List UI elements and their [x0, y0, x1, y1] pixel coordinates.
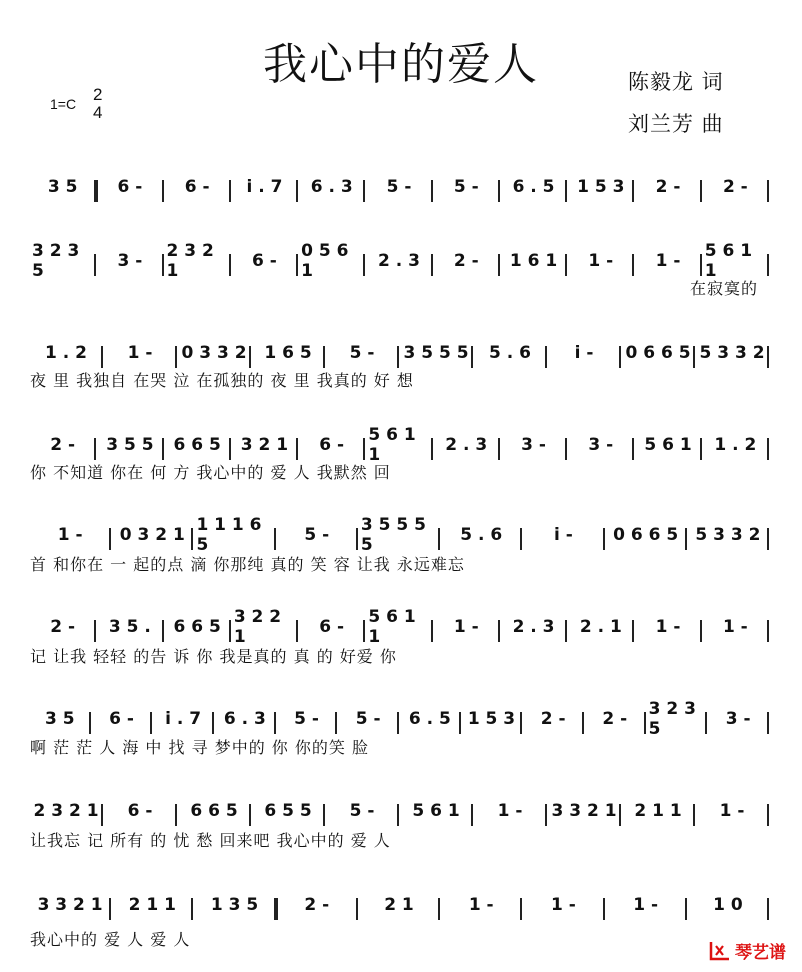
measure: 6 - — [117, 177, 143, 197]
measure: 6 - — [319, 435, 345, 455]
measure: 1 - — [57, 525, 83, 545]
measure: 3 2 3 5 — [648, 699, 696, 739]
measure: 3 - — [521, 435, 546, 455]
barline — [175, 804, 177, 826]
measure: 5 - — [453, 177, 479, 197]
lyricist-credit: 陈毅龙 词 — [628, 70, 724, 94]
barline — [162, 438, 164, 460]
barline — [274, 528, 276, 550]
time-numerator: 2 — [93, 85, 103, 104]
measure: 6 . 5 — [512, 177, 555, 197]
barline — [693, 804, 695, 826]
measure: 6 - — [109, 709, 134, 729]
measure: 2 . 1 — [579, 617, 622, 637]
barline — [191, 898, 193, 920]
barline — [94, 180, 98, 202]
measure: 5 - — [304, 525, 330, 545]
barline — [162, 254, 164, 276]
measure: 1 - — [551, 895, 576, 915]
barline — [520, 712, 522, 734]
measure: 2 - — [722, 177, 748, 197]
lyrics-line: 夜 里 我独自 在哭 泣 在孤独的 夜 里 我真的 好 想 — [30, 371, 414, 390]
barline — [431, 438, 433, 460]
barline — [545, 346, 547, 368]
barline — [296, 438, 298, 460]
lyrics-line: 记 让我 轻轻 的告 诉 你 我是真的 真 的 好爱 你 — [30, 647, 397, 666]
measure: 5 6 1 — [412, 801, 460, 821]
barline — [632, 438, 634, 460]
barline — [700, 180, 702, 202]
barline — [363, 438, 365, 460]
measure: 6 . 5 — [408, 709, 451, 729]
barline — [94, 438, 96, 460]
barline — [363, 180, 365, 202]
barline — [335, 712, 337, 734]
barline — [229, 254, 231, 276]
barline — [685, 528, 687, 550]
barline — [582, 712, 584, 734]
measure: 2 - — [50, 617, 76, 637]
measure: 0 3 2 1 — [119, 525, 185, 545]
barline — [363, 620, 365, 642]
barline — [101, 804, 103, 826]
measure: 2 - — [540, 709, 566, 729]
barline — [693, 346, 695, 368]
measure: 5 . 6 — [460, 525, 503, 545]
barline — [767, 346, 769, 368]
measure: i - — [554, 525, 573, 545]
lyrics-line: 啊 茫 茫 人 海 中 找 寻 梦中的 你 你的笑 脸 — [30, 738, 369, 757]
barline — [249, 346, 251, 368]
measure: 6 - — [252, 251, 277, 271]
barline — [471, 804, 473, 826]
barline — [520, 528, 522, 550]
barline — [767, 620, 769, 642]
measure: 5 - — [355, 709, 381, 729]
barline — [191, 528, 193, 550]
measure: 3 5 — [45, 709, 75, 729]
barline — [109, 528, 111, 550]
measure: 2 1 1 — [128, 895, 176, 915]
measure: 1 - — [655, 251, 681, 271]
score-row — [30, 890, 775, 930]
measure: 6 - — [127, 801, 153, 821]
measure: 5 3 3 2 — [699, 343, 765, 363]
measure: 5 6 1 — [644, 435, 692, 455]
barline — [685, 898, 687, 920]
barline — [363, 254, 365, 276]
measure: 3 5 . — [108, 617, 151, 637]
barline — [438, 528, 440, 550]
lyrics-line: 我心中的 爱 人 爱 人 — [30, 930, 191, 949]
measure: 3 3 2 1 — [551, 801, 617, 821]
measure: 1 3 5 — [210, 895, 259, 915]
logo-mark-icon — [708, 940, 732, 962]
barline — [274, 898, 278, 920]
measure: 3 - — [117, 251, 143, 271]
barline — [565, 180, 567, 202]
measure: 5 - — [349, 801, 375, 821]
lyrics-line: 首 和你在 一 起的点 滴 你那纯 真的 笑 容 让我 永远难忘 — [30, 555, 465, 574]
measure: 1 - — [655, 617, 681, 637]
measure: 6 - — [319, 617, 345, 637]
measure: 5 6 1 1 — [368, 425, 416, 465]
barline — [431, 620, 433, 642]
barline — [498, 620, 500, 642]
barline — [767, 254, 769, 276]
measure: 2 - — [304, 895, 330, 915]
barline — [397, 346, 399, 368]
barline — [274, 712, 276, 734]
measure: 1 - — [588, 251, 614, 271]
barline — [296, 180, 298, 202]
key-signature: 1=C — [50, 96, 77, 112]
lyrics-line: 你 不知道 你在 何 方 我心中的 爱 人 我默然 回 — [30, 463, 391, 482]
measure: 5 - — [349, 343, 375, 363]
barline — [700, 620, 702, 642]
barline — [619, 346, 621, 368]
measure: 6 . 3 — [310, 177, 353, 197]
logo-text: 琴艺谱 — [735, 943, 786, 963]
measure: 3 - — [588, 435, 614, 455]
barline — [700, 254, 702, 276]
measure: 1 0 — [713, 895, 743, 915]
barline — [356, 528, 358, 550]
measure: 5 - — [386, 177, 412, 197]
barline — [603, 528, 605, 550]
barline — [296, 254, 298, 276]
measure: 2 - — [655, 177, 681, 197]
barline — [249, 804, 251, 826]
barline — [767, 528, 769, 550]
score-row — [30, 172, 775, 212]
measure: 3 3 2 1 — [37, 895, 103, 915]
measure: 2 1 1 — [634, 801, 682, 821]
measure: 1 - — [633, 895, 659, 915]
measure: 3 5 5 5 5 — [360, 515, 426, 555]
measure: 5 6 1 1 — [704, 241, 753, 281]
barline — [767, 712, 769, 734]
measure: 1 . 2 — [45, 343, 87, 363]
measure: 6 5 5 — [264, 801, 312, 821]
measure: 6 . 3 — [223, 709, 266, 729]
barline — [498, 438, 500, 460]
measure: 1 - — [453, 617, 479, 637]
barline — [101, 346, 103, 368]
barline — [459, 712, 461, 734]
barline — [150, 712, 152, 734]
measure: 3 2 3 5 — [32, 241, 80, 281]
composer-credit: 刘兰芳 曲 — [628, 112, 724, 136]
measure: 3 2 1 — [240, 435, 289, 455]
measure: 2 . 3 — [445, 435, 488, 455]
barline — [397, 712, 399, 734]
barline — [323, 804, 325, 826]
measure: 1 - — [722, 617, 748, 637]
barline — [498, 254, 500, 276]
barline — [162, 620, 164, 642]
measure: 2 - — [602, 709, 628, 729]
measure: 3 5 5 — [106, 435, 154, 455]
barline — [94, 620, 96, 642]
measure: 1 - — [719, 801, 745, 821]
barline — [229, 438, 231, 460]
barline — [520, 898, 522, 920]
barline — [175, 346, 177, 368]
measure: 3 5 — [47, 177, 78, 197]
measure: 5 6 1 1 — [368, 607, 416, 647]
measure: 1 5 3 — [467, 709, 516, 729]
barline — [565, 438, 567, 460]
measure: 2 3 2 1 — [33, 801, 99, 821]
barline — [632, 254, 634, 276]
measure: i - — [574, 343, 594, 363]
measure: 3 2 2 1 — [233, 607, 282, 647]
measure: 1 - — [497, 801, 523, 821]
lyrics-line: 让我忘 记 所有 的 忧 愁 回来吧 我心中的 爱 人 — [30, 831, 391, 850]
score-row — [30, 241, 775, 286]
barline — [619, 804, 621, 826]
measure: 0 5 6 1 — [301, 241, 349, 281]
measure: 0 6 6 5 — [625, 343, 691, 363]
barline — [356, 898, 358, 920]
measure: 2 . 3 — [378, 251, 420, 271]
barline — [545, 804, 547, 826]
barline — [323, 346, 325, 368]
barline — [471, 346, 473, 368]
barline — [632, 620, 634, 642]
measure: 1 6 5 — [264, 343, 312, 363]
barline — [565, 620, 567, 642]
measure: 1 . 2 — [714, 435, 757, 455]
measure: 1 6 1 — [509, 251, 558, 271]
measure: 2 - — [453, 251, 479, 271]
barline — [431, 254, 433, 276]
barline — [229, 620, 231, 642]
barline — [212, 712, 214, 734]
barline — [296, 620, 298, 642]
barline — [767, 898, 769, 920]
barline — [162, 180, 164, 202]
measure: 1 - — [468, 895, 494, 915]
measure: 3 5 5 5 — [403, 343, 469, 363]
measure: 5 3 3 2 — [695, 525, 761, 545]
barline — [431, 180, 433, 202]
measure: 1 - — [127, 343, 153, 363]
measure: 2 - — [50, 435, 76, 455]
barline — [700, 438, 702, 460]
measure: 5 . 6 — [489, 343, 531, 363]
barline — [603, 898, 605, 920]
barline — [632, 180, 634, 202]
barline — [94, 254, 96, 276]
measure: 0 6 6 5 — [613, 525, 679, 545]
barline — [498, 180, 500, 202]
barline — [397, 804, 399, 826]
measure: 5 - — [294, 709, 319, 729]
measure: 6 6 5 — [173, 617, 221, 637]
barline — [438, 898, 440, 920]
measure: 1 5 3 — [577, 177, 625, 197]
measure: 6 6 5 — [173, 435, 221, 455]
barline — [644, 712, 646, 734]
measure: i . 7 — [246, 177, 283, 197]
song-title: 我心中的爱人 — [263, 39, 539, 90]
measure: i . 7 — [165, 709, 202, 729]
measure: 1 1 1 6 5 — [196, 515, 262, 555]
barline — [89, 712, 91, 734]
measure: 2 3 2 1 — [166, 241, 214, 281]
measure: 2 1 — [384, 895, 414, 915]
barline — [229, 180, 231, 202]
measure: 2 . 3 — [512, 617, 555, 637]
site-logo — [708, 938, 786, 963]
lyrics-line: 在寂寞的 — [690, 279, 759, 298]
measure: 6 6 5 — [190, 801, 238, 821]
measure: 3 - — [725, 709, 751, 729]
measure: 6 - — [184, 177, 210, 197]
barline — [767, 804, 769, 826]
barline — [767, 438, 769, 460]
measure: 0 3 3 2 — [181, 343, 247, 363]
barline — [767, 180, 769, 202]
barline — [109, 898, 111, 920]
time-signature — [93, 86, 102, 122]
barline — [705, 712, 707, 734]
time-denominator: 4 — [93, 103, 103, 122]
barline — [565, 254, 567, 276]
